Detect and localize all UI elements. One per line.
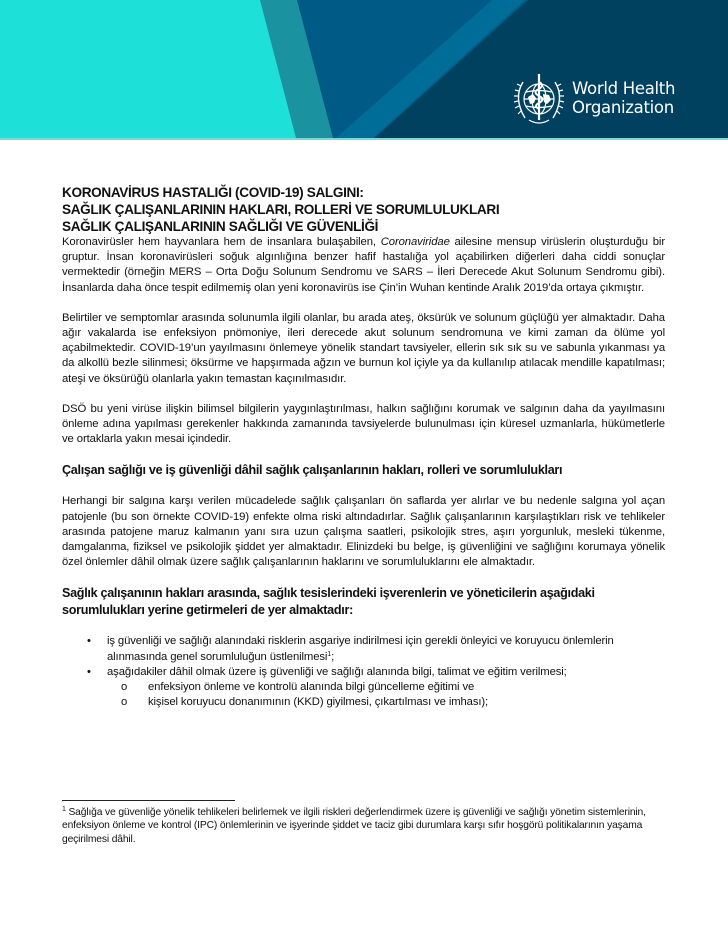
- risks-paragraph: Herhangi bir salgına karşı verilen mücadelede sağlık çalışanları ön saflarda yer alırlar ve bu nedenle salgına yol açan patojenle (bu son örnekte COVID-19) enfekte olma riski altındadırlar. Sağlık çalışanlarının karşılaştıkları risk ve tehlikeler arasında patojene maruz kalmanın yanı sıra uzun çalışma saatleri, psikolojik stres, aşırı yorgunluk, mesleki tükenme, damgalanma, fiziksel ve psikolojik şiddet yer almaktadır. Elinizdeki bu belge, iş güvenliğini ve sağlığını korumaya yönelik özel önlemler dâhil olmak üzere sağlık çalışanlarının haklarını ve sorumluluklarını ele almaktadır.: [62, 495, 665, 569]
- banner-bottom-edge: [0, 138, 728, 140]
- list-item: [62, 665, 665, 711]
- footnote-number: 1: [62, 806, 66, 813]
- who-wordmark: [572, 79, 675, 117]
- sub-list-item: [107, 680, 665, 695]
- footnote: [62, 806, 672, 846]
- who-logo: [509, 70, 681, 130]
- list-item-suffix: ;: [331, 650, 335, 663]
- footnote-reference-link[interactable]: 1: [327, 650, 332, 658]
- document-title: [62, 184, 665, 235]
- footnote-text: Sağlığa ve güvenliğe yönelik tehlikeleri belirlemek ve ilgili riskleri değerlendirmek üzere iş güvenliği ve sağlığı yönetim sistemlerinin, enfeksiyon önleme ve kontrol (IPC) önlemlerinin ve işyerinde şiddet ve taciz gibi durumlara karşı sıfır hoşgörü politikalarının yaşama geçirilmesi dâhil.: [62, 807, 646, 845]
- title-line-2: SAĞLIK ÇALIŞANLARININ HAKLARI, ROLLERİ VE SORUMLULUKLARI: [62, 202, 500, 217]
- intro-text-2: ailesine mensup virüslerin oluşturduğu bir gruptur. İnsan koronavirüsleri soğuk algınlığına benzer hafif hastalığa yol açabilirken diğerleri daha ciddi sonuçlar vermektedir (örneğin MERS – Orta Doğu Solunum Sendromu ve SARS – İleri Derecede Akut Solunum Sendromu gibi). İnsanlarda daha önce tespit edilmemiş olan yeni koronavirüs ise Çin’in Wuhan kentinde Aralık 2019’da ortaya çıkmıştır.: [62, 236, 665, 294]
- who-paragraph: DSÖ bu yeni virüse ilişkin bilimsel bilgilerin yaygınlaştırılması, halkın sağlığını korumak ve salgının daha da yayılmasını önleme adına yapılması gerekenler hakkında zamanında tavsiyelerde bulunulması için küresel uzmanlarla, hükümetlerle ve ortaklarla yakın mesai içindedir.: [62, 402, 665, 446]
- document-body: [62, 184, 665, 710]
- spacer: [62, 387, 665, 402]
- sub-bullet-icon: o: [121, 696, 128, 709]
- list-item: [62, 634, 665, 664]
- rights-heading: Sağlık çalışanının hakları arasında, sağlık tesislerindeki işverenlerin ve yöneticilerin aşağıdaki sorumlulukları yerine getirmeleri de yer almaktadır:: [62, 586, 595, 618]
- org-name-line1: World Health: [572, 79, 676, 98]
- spacer: [62, 570, 665, 585]
- footnote-divider: [62, 800, 235, 801]
- bullet-icon: •: [87, 665, 91, 678]
- title-line-3: SAĞLIK ÇALIŞANLARININ SAĞLIĞI VE GÜVENLİĞİ: [62, 219, 379, 234]
- banner-cyan-field: [0, 0, 296, 138]
- intro-paragraph: [62, 235, 665, 296]
- symptoms-paragraph: Belirtiler ve semptomlar arasında solunumla ilgili olanlar, bu arada ateş, öksürük ve solunum güçlüğü yer almaktadır. Daha ağır vakalarda ise enfeksiyon pnömoniye, ileri derecede akut solunum sendromuna ve kimi zaman da ölüme yol açabilmektedir. COVID-19’un yayılmasını önlemeye yönelik standart tavsiyeler, ellerin sık sık su ve sabunla yıkanması ya da alkollü bezle silinmesi; öksürme ve hapşırmada ağzın ve burnun kol içiyle ya da kullanılıp atılacak mendille kapatılması; ateşi ve öksürüğü olanlarla yakın temastan kaçınılmasıdır.: [62, 311, 665, 385]
- spacer: [62, 479, 665, 494]
- who-emblem-icon: [509, 70, 569, 130]
- sub-bullet-icon: o: [121, 681, 128, 694]
- spacer: [62, 296, 665, 311]
- section-heading: Çalışan sağlığı ve iş güvenliği dâhil sağlık çalışanlarının hakları, rolleri ve sorumlulukları: [62, 463, 563, 478]
- responsibilities-list: [62, 634, 665, 710]
- spacer: [62, 619, 665, 634]
- title-line-1: KORONAVİRUS HASTALIĞI (COVID-19) SALGINI:: [62, 185, 364, 200]
- list-item-text: iş güvenliği ve sağlığı alanındaki risklerin asgariye indirilmesi için gerekli önleyici ve koruyucu önlemlerin alınmasında genel sorumluluğun üstlenilmesi: [107, 635, 614, 663]
- sub-list-item: [107, 695, 665, 710]
- spacer: [62, 447, 665, 462]
- sub-list-item-text: enfeksiyon önleme ve kontrolü alanında bilgi güncelleme eğitimi ve: [148, 681, 475, 694]
- org-name-line2: Organization: [572, 98, 674, 117]
- sub-list-item-text: kişisel koruyucu donanımının (KKD) giyilmesi, çıkartılması ve imhası);: [148, 696, 489, 709]
- header-banner: [0, 0, 728, 140]
- bullet-icon: •: [87, 635, 91, 648]
- list-item-text: aşağıdakiler dâhil olmak üzere iş güvenliği ve sağlığı alanında bilgi, talimat ve eğitim verilmesi;: [107, 665, 567, 678]
- intro-italic-term: Coronaviridae: [380, 236, 450, 248]
- sub-list: [107, 680, 665, 710]
- intro-text-1: Koronavirüsler hem hayvanlara hem de insanlara bulaşabilen,: [62, 236, 381, 248]
